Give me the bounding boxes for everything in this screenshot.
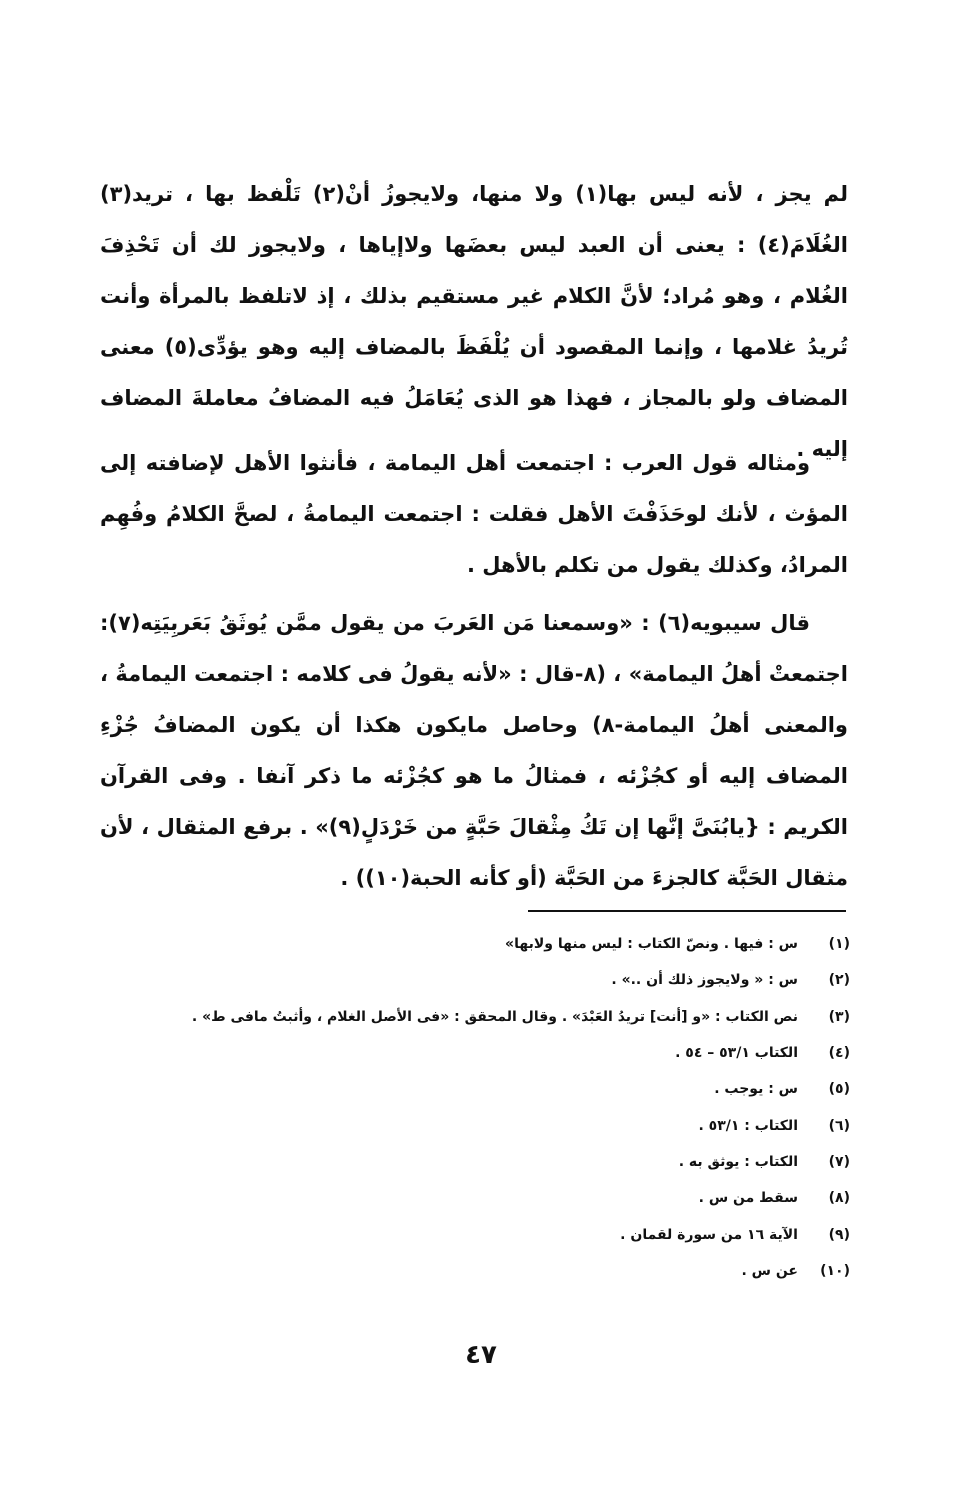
footnote-item bbox=[150, 1071, 850, 1107]
page-number: ٤٧ bbox=[465, 1340, 497, 1370]
footnote-text: الكتاب ٥٣/١ – ٥٤ . bbox=[675, 1045, 798, 1062]
footnote-number: (١٠) bbox=[820, 1262, 850, 1279]
footnote-item bbox=[150, 926, 850, 962]
footnote-text: س : فيها . ونصّ الكتاب : ليس منها ولابها» bbox=[505, 936, 798, 953]
footnote-number: (٩) bbox=[828, 1226, 850, 1243]
footnote-text: الكتاب : يوثق به . bbox=[678, 1153, 798, 1170]
footnote-item bbox=[150, 962, 850, 998]
footnote-number: (٤) bbox=[828, 1045, 850, 1062]
footnote-item bbox=[150, 1180, 850, 1216]
footnote-separator bbox=[528, 910, 846, 912]
footnote-item bbox=[150, 999, 850, 1035]
footnote-number: (٣) bbox=[828, 1008, 850, 1025]
footnote-number: (٥) bbox=[828, 1081, 850, 1098]
footnote-text: س : يوجب . bbox=[714, 1081, 798, 1098]
footnote-item bbox=[150, 1035, 850, 1071]
paragraph-1: لم يجز ، لأنه ليس بها(١) ولا منها، ولايجوزُ أنْ(٢) تَلْفظ بها ، تريد(٣) الغُلَامَ(٤) : يعنى أن العبد ليس بعضَها ولاإياها ، ولايجوز لك أن تَحْذِفَ الغُلام ، وهو مُراد؛ لأنَّ الكلام غير مستقيم بذلك ، إذ لاتلفظ بالمرأة وأنت تُريدُ غلامها ، وإنما المقصود أن يُلْفَظَ بالمضاف إليه وهو يؤدِّى(٥) معنى المضاف ولو بالمجاز ، فهذا هو الذى يُعَامَلُ فيه المضافُ معاملةَ المضاف إليه . bbox=[100, 182, 848, 461]
footnote-text: عن س . bbox=[741, 1262, 798, 1279]
footnote-number: (٧) bbox=[828, 1153, 850, 1170]
footnote-text: نص الكتاب : «و [أنت] تريدُ العَبْدَ» . وقال المحقق : «فى الأصل الغلام ، وأثبتُ مافى ط» . bbox=[191, 1008, 798, 1025]
footnote-text: س : « ولايجوز ذلك أن ..» . bbox=[611, 972, 798, 989]
footnote-item bbox=[150, 1107, 850, 1143]
footnote-item bbox=[150, 1253, 850, 1289]
footnote-text: الكتاب : ٥٣/١ . bbox=[698, 1117, 798, 1134]
footnote-number: (٢) bbox=[828, 972, 850, 989]
footnote-number: (١) bbox=[828, 936, 850, 953]
footnote-text: الآية ١٦ من سورة لقمان . bbox=[620, 1226, 798, 1243]
paragraph-3: قال سيبويه(٦) : «وسمعنا مَن العَربَ من يقول ممَّن يُوثَقُ بَعَربِيَتِه(٧): اجتمعتْ أهلُ اليمامة» ، (٨-قال : «لأنه يقولُ فى كلامه : اجتمعت اليمامةُ ، والمعنى أهلُ اليمامة-٨) وحاصل مايكون هكذا أن يكون المضافُ جُزْءِ المضاف إليه أو كجُزْئه ، فمثالُ ما هو كجُزْئه ما ذكر آنفا . وفى القرآن الكريم : {يابُنَىَّ إنَّها إن تَكُ مِثْقالَ حَبَّةٍ من خَرْدَلٍ(٩)» . برفع المثقال ، لأن مثقال الحَبَّة كالجزءَ من الحَبَّة (أو كأنه الحبة(١٠)) . bbox=[100, 611, 848, 890]
footnote-text: سقط من س . bbox=[698, 1190, 798, 1207]
footnote-number: (٨) bbox=[828, 1190, 850, 1207]
footnote-number: (٦) bbox=[828, 1117, 850, 1134]
footnote-item bbox=[150, 1216, 850, 1252]
paragraph-2: ومثاله قول العرب : اجتمعت أهل اليمامة ، فأنثوا الأهل لإضافته إلى المؤث ، لأنك لوحَذَفْتَ الأهل فقلت : اجتمعت اليمامةُ ، لصحَّ الكلامُ وفُهِم المرادُ، وكذلك يقول من تكلم بالأهل . bbox=[100, 451, 848, 577]
footnote-item bbox=[150, 1144, 850, 1180]
footnotes bbox=[150, 926, 850, 1289]
